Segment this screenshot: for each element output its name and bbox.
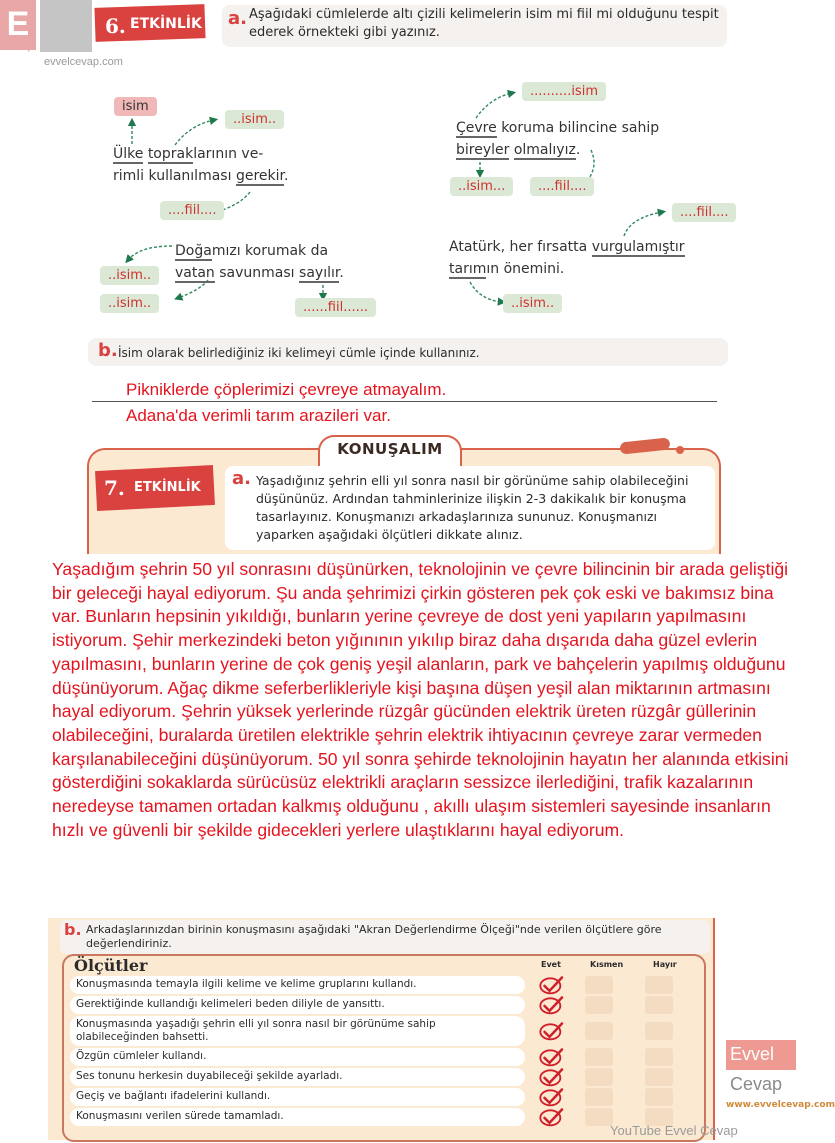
evaluation-part-b-letter: b. [64, 920, 82, 939]
essay-answer: Yaşadığım şehrin 50 yıl sonrasını düşünürken, teknolojinin ve çevre bilincinin bir arada geliştiği bir geleceği hayal ediyorum. Şu anda şehrimizi çirkin gösteren pek çok eski ve bakımsız bina var. Bunların hepsinin yıkıldığı, bunların yerine çevreye de dost yeni yapıların yapılmasını istiyorum. Şehir merkezindeki beton yığınının yıkılıp biraz daha dışarıda daha güzel evlerin yapılmasını, bunların yerine de çok geniş yeşil alanların, park ve bahçelerin yapılmış olduğunu düşünüyorum. Ağaç dikme seferberlikleriyle kişi başına düşen yeşil alan miktarının artmasını hayal ediyorum. Şehrin yüksek yerlerinde rüzgâr gücünden elektrik üreten rüzgâr güllerinin olabileceğini, buralarda üretilen elektrikle şehrin elektrik ihtiyacının çevreye zarar vermeden karşılanabileceğini düşünüyorum. 50 yıl sonra şehirde teknolojinin hayatın her alanında etkisini gösterdiğini sokaklarda sürücüsüz elektrikli araçların sessizce ilerlediğini, trafik kazalarının neredeyse tamamen ortadan kalkmış olduğunu , akıllı ulaşım sistemleri sayesinde insanların hızlı ve güvenli bir şekilde gidecekleri yerlere ulaştıklarını hayal ediyorum. [52, 558, 804, 846]
evaluation-instruction: Arkadaşlarınızdan birinin konuşmasını aşağıdaki "Akran Değerlendirme Ölçeği"nde verilen ölçütlere göre değerlendiriniz. [86, 923, 662, 950]
underlined-word: sayılır [299, 265, 340, 281]
activity7-number: 7. [104, 476, 125, 500]
checkbox-hayır[interactable] [645, 996, 673, 1014]
criteria-row: Konuşmasında yaşadığı şehrin elli yıl sonra nasıl bir görünüme sahip olabileceğinden bahsetti. [70, 1016, 525, 1046]
arrow-cevre [476, 93, 512, 118]
watermark-site-text: evvelcevap.com [44, 56, 123, 68]
arrow-vurgulamistir [624, 212, 662, 236]
text: mızı korumak da [211, 243, 329, 259]
text: . [283, 168, 289, 184]
activity7-part-a-instruction: Yaşadığınız şehrin elli yıl sonra nasıl bir görünüme sahip olabileceğini düşününüz. Ardından tahminlerinize ilişkin 2-3 dakikalık bir konuşma tasarlayınız. Konuşmanızı arkadaşlarınıza sununuz. Konuşmanızı yaparken aşağıdaki ölçütleri dikkate alınız. [256, 473, 689, 542]
checkbox-kısmen[interactable] [585, 976, 613, 994]
text: rimli kullanılması [113, 168, 236, 184]
activity6-label: ETKİNLİK [130, 16, 202, 32]
answer-box-tarim: ..isim.. [503, 294, 562, 313]
part-b-letter: b. [98, 340, 118, 361]
underlined-word: vurgulamıştır [591, 239, 685, 255]
text: larının ve- [193, 146, 264, 162]
answer-box-cevre: ..........isim [522, 82, 606, 101]
criteria-row: Özgün cümleler kullandı. [70, 1048, 525, 1066]
checkbox-hayır[interactable] [645, 1088, 673, 1106]
answer-box-bireyler: ..isim... [450, 177, 513, 196]
konusalim-title: KONUŞALIM [337, 440, 443, 458]
arrow-doga [128, 246, 172, 260]
answer-box-vurgulamistir: ....fiil.... [672, 203, 736, 222]
checkbox-kısmen[interactable] [585, 1088, 613, 1106]
criteria-row: Geçiş ve bağlantı ifadelerini kullandı. [70, 1088, 525, 1106]
part-a-letter: a. [228, 8, 247, 29]
criteria-row: Ses tonunu herkesin duyabileceği şekilde ayarladı. [70, 1068, 525, 1086]
part-a-instruction: Aşağıdaki cümlelerde altı çizili kelimelerin isim mi fiil mi olduğunu tespit ederek örnekteki gibi yazınız. [249, 7, 719, 40]
underlined-word: Doğa [175, 243, 212, 259]
checkmark-icon[interactable] [536, 975, 568, 995]
underlined-word: Ülke [113, 146, 144, 162]
column-header-hayir: Hayır [653, 960, 677, 969]
underlined-word: olmalıyız [513, 142, 576, 158]
checkbox-kısmen[interactable] [585, 1108, 613, 1126]
answer-line [92, 401, 717, 402]
criteria-row: Gerektiğinde kullandığı kelimeleri beden diliyle de yansıttı. [70, 996, 525, 1014]
diagonal-watermark: www.evvelcevap.com [726, 1100, 835, 1110]
activity6-number: 6. [105, 14, 126, 38]
underlined-word: Çevre [456, 120, 497, 136]
sentence-4 [449, 236, 685, 280]
column-header-kismen: Kısmen [590, 960, 624, 969]
text: Atatürk, her fırsatta [449, 239, 592, 255]
answer-box-olmaliyiz: ....fiil.... [530, 177, 594, 196]
sentence-2 [456, 117, 659, 161]
answer-box-gerekir: ....fiil.... [160, 201, 224, 220]
checkbox-kısmen[interactable] [585, 996, 613, 1014]
watermark-bottom-evvel: Evvel [730, 1044, 775, 1064]
checkbox-hayır[interactable] [645, 1068, 673, 1086]
answer-box-doga: ..isim.. [100, 266, 159, 285]
column-header-evet: Evet [541, 960, 561, 969]
criteria-row: Konuşmasını verilen sürede tamamladı. [70, 1108, 525, 1126]
checkbox-kısmen[interactable] [585, 1022, 613, 1040]
sentence-1 [113, 143, 288, 187]
text: . [575, 142, 581, 158]
underlined-word: toprak [147, 146, 194, 162]
underlined-word: bireyler [456, 142, 510, 158]
checkmark-icon[interactable] [536, 1087, 568, 1107]
checkmark-icon[interactable] [536, 1021, 568, 1041]
text: savunması [214, 265, 300, 281]
answer-box-sayilir: ......fiil...... [295, 298, 376, 317]
part-b-instruction: İsim olarak belirlediğiniz iki kelimeyi cümle içinde kullanınız. [118, 346, 480, 360]
answer-sentence-1: Pikniklerde çöplerimizi çevreye atmayalım. [126, 380, 447, 399]
text: . [339, 265, 344, 281]
checkmark-icon[interactable] [536, 995, 568, 1015]
watermark-bottom-cevap: Cevap [730, 1074, 783, 1094]
microphone-dot-icon [676, 446, 684, 454]
sentence-3 [175, 240, 344, 284]
underlined-word: gerekir [235, 168, 284, 184]
watermark-banner [40, 0, 92, 52]
checkmark-icon[interactable] [536, 1067, 568, 1087]
answer-box-vatan: ..isim.. [100, 294, 159, 313]
activity7-part-a-letter: a. [232, 468, 251, 489]
checkbox-hayır[interactable] [645, 976, 673, 994]
checkmark-icon[interactable] [536, 1107, 568, 1127]
answer-box-ulke: isim [114, 97, 157, 116]
evvelcevap-logo-icon: E [0, 0, 36, 50]
text: koruma bilincine sahip [496, 120, 660, 136]
arrow-toprak [175, 120, 214, 145]
text: ın önemini. [486, 261, 565, 277]
checkbox-hayır[interactable] [645, 1022, 673, 1040]
answer-sentence-2: Adana'da verimli tarım arazileri var. [126, 406, 391, 425]
arrow-tarim [470, 282, 502, 302]
watermark-youtube-text: YouTube Evvel Cevap [610, 1123, 738, 1138]
answer-box-toprak: ..isim.. [225, 110, 284, 129]
checkbox-hayır[interactable] [645, 1048, 673, 1066]
underlined-word: tarım [449, 261, 487, 277]
checkmark-icon[interactable] [536, 1047, 568, 1067]
checkbox-kısmen[interactable] [585, 1068, 613, 1086]
criteria-row: Konuşmasında temayla ilgili kelime ve kelime gruplarını kullandı. [70, 976, 525, 994]
checkbox-kısmen[interactable] [585, 1048, 613, 1066]
activity7-label: ETKİNLİK [134, 480, 201, 495]
underlined-word: vatan [175, 265, 215, 281]
table-title: Ölçütler [74, 956, 148, 975]
